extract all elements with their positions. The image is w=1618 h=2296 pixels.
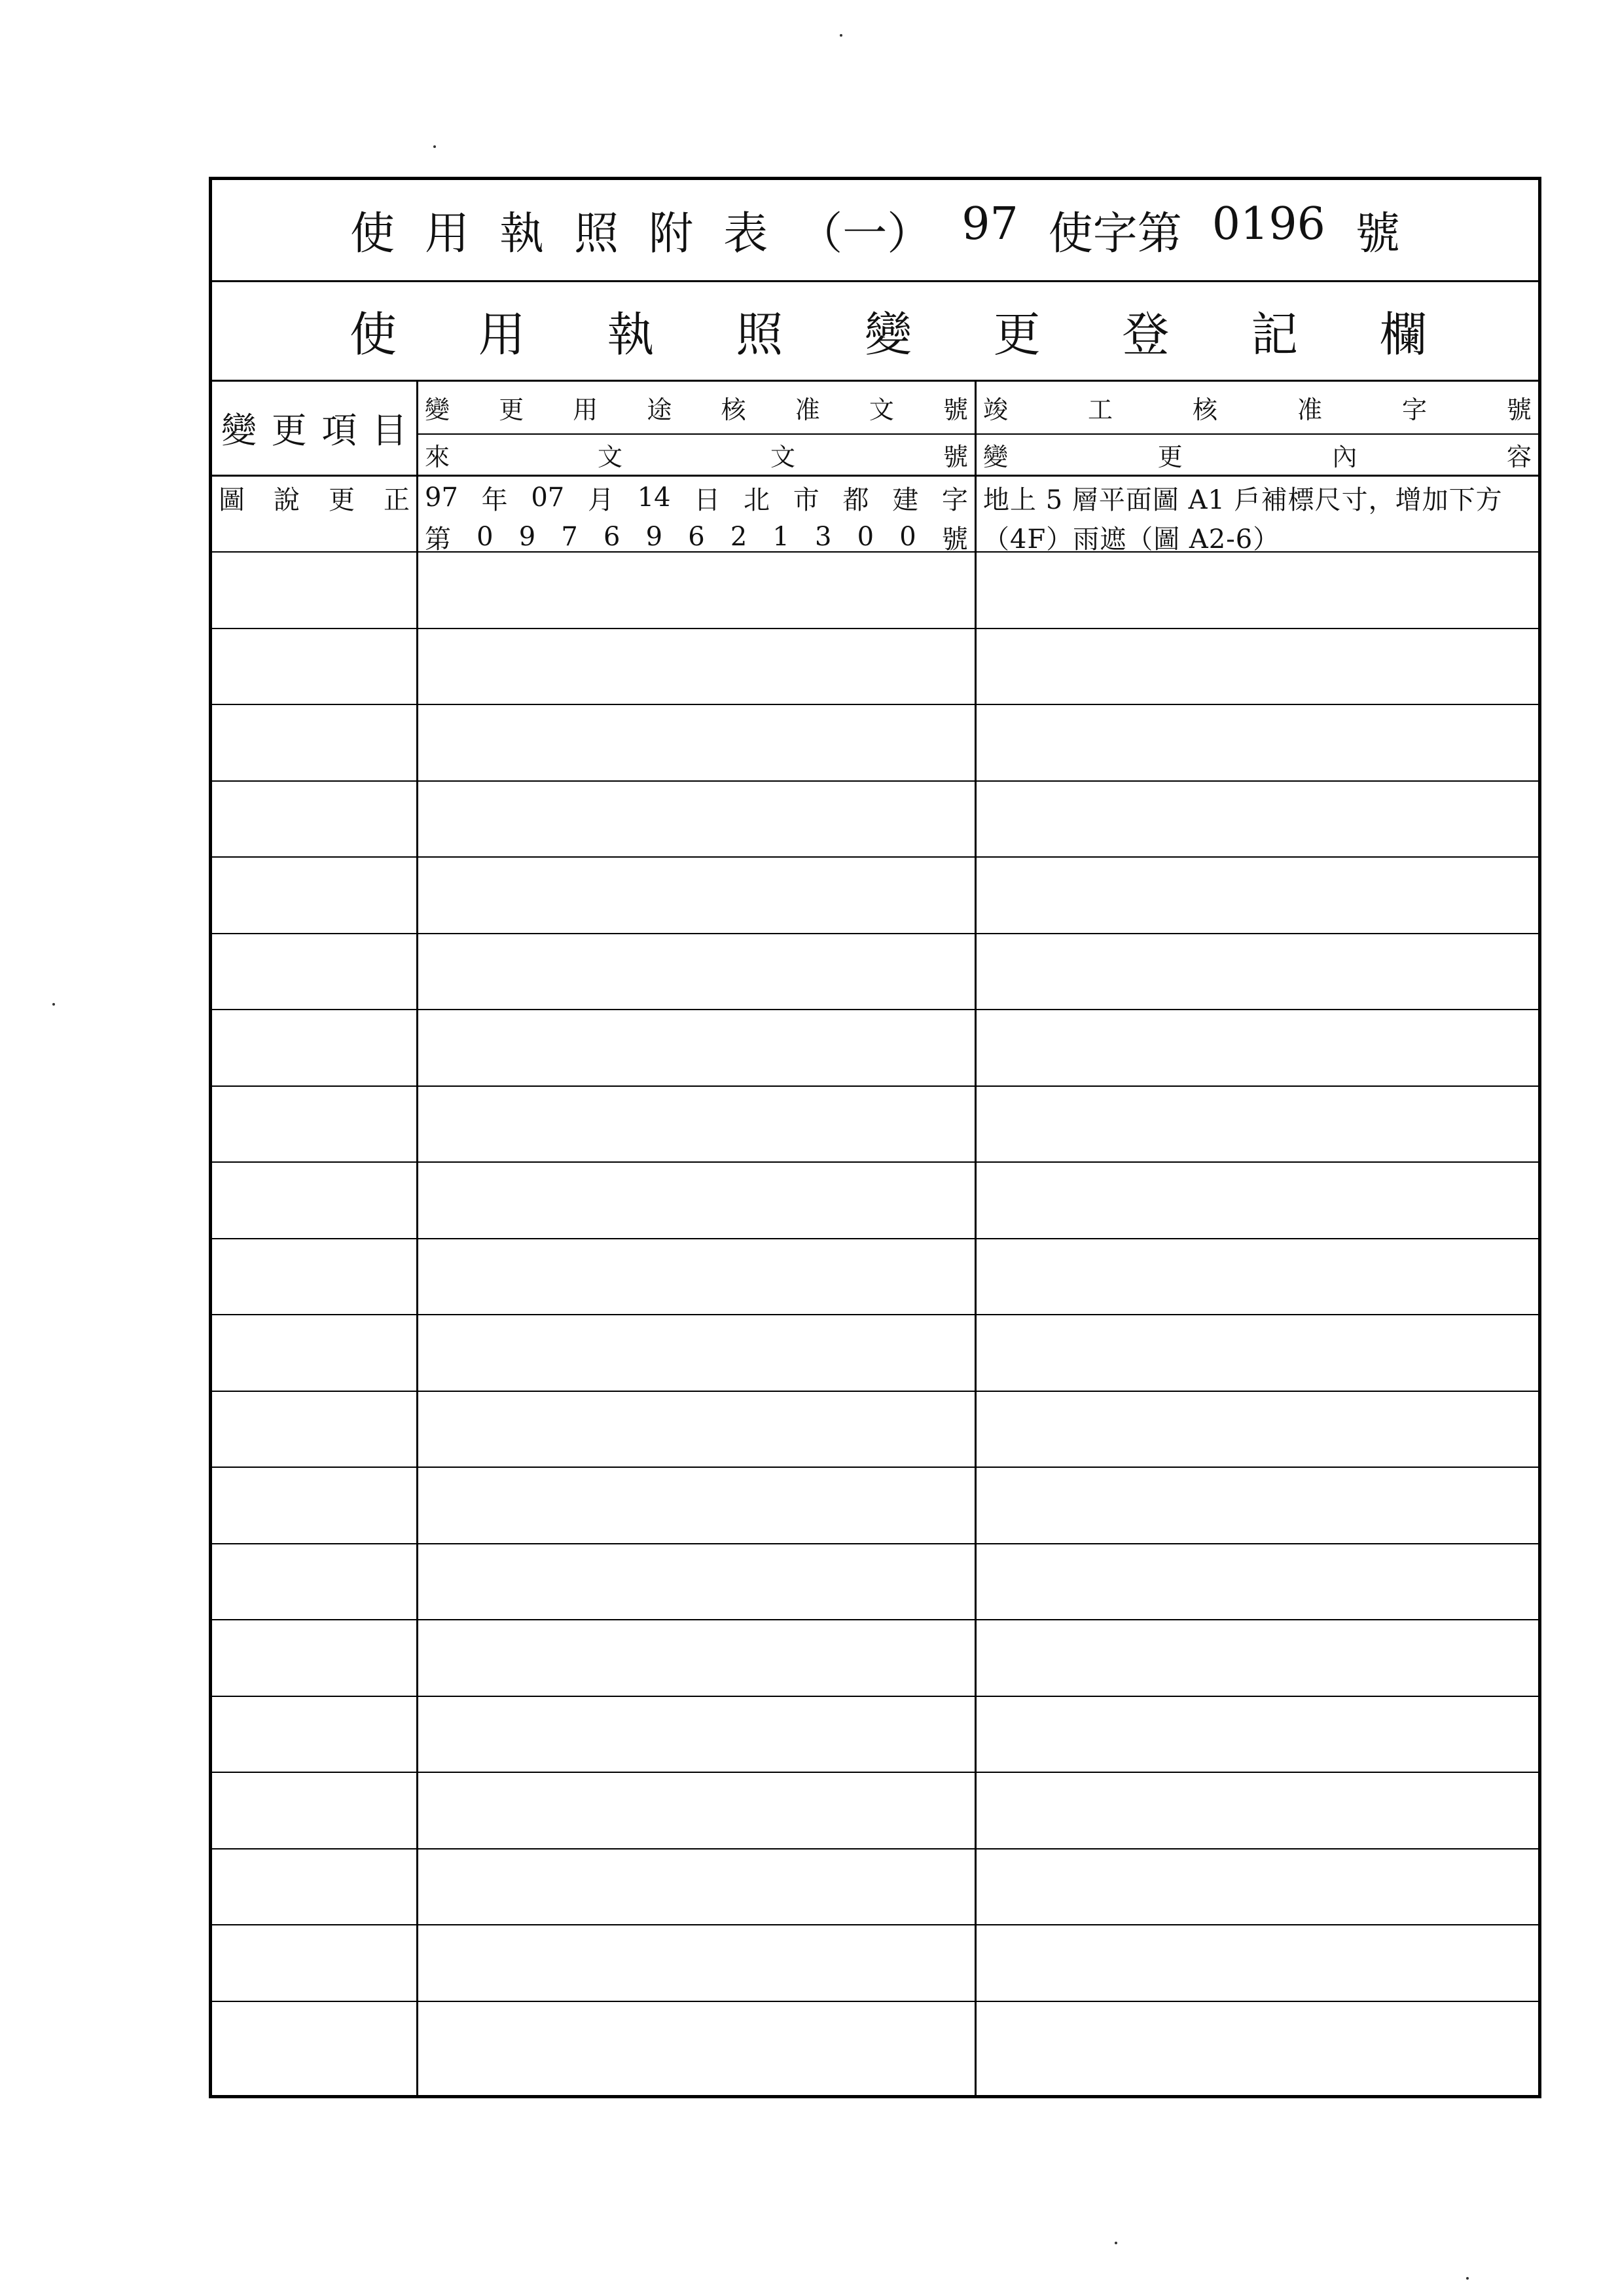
title-char: 使字第	[1048, 208, 1182, 260]
title-char: 用	[425, 208, 470, 260]
header-char: 登	[1122, 307, 1170, 362]
col3-top-char: 號	[1506, 395, 1532, 424]
scan-speck	[1466, 2277, 1469, 2280]
item-char: 更	[329, 484, 355, 515]
content-text: （4F）雨遮（圖 A2-6）	[983, 524, 1280, 555]
col3-top-char: 核	[1192, 395, 1217, 424]
form-title	[212, 180, 1538, 280]
row-divider	[212, 856, 1538, 858]
entry-reference-line-1	[418, 478, 975, 517]
ref-token: 年	[481, 484, 508, 515]
ref-token: 14	[637, 483, 671, 513]
ref-token: 6	[603, 522, 620, 552]
change-registration-table	[209, 177, 1541, 2098]
row-divider	[212, 1085, 1538, 1087]
title-char: 附	[649, 208, 694, 260]
row-divider	[212, 704, 1538, 705]
header-char: 更	[993, 307, 1041, 362]
ref-token: 字	[941, 484, 968, 515]
title-char: 0196	[1212, 198, 1325, 250]
title-char: 表	[723, 208, 768, 260]
header-char: 欄	[1379, 307, 1427, 362]
col2-top-char: 更	[499, 395, 524, 424]
row-divider	[212, 2001, 1538, 2002]
entry-content-line-1	[977, 478, 1538, 517]
col2-top-char: 變	[425, 395, 450, 424]
column-divider-2	[975, 380, 977, 2098]
col3-top-char: 字	[1401, 395, 1427, 424]
col2-bottom-char: 文	[770, 443, 795, 471]
col2-top-char: 號	[943, 395, 968, 424]
row-divider	[212, 1391, 1538, 1392]
row-divider	[212, 1314, 1538, 1315]
col2-top-char: 文	[869, 395, 894, 424]
title-char: 號	[1355, 208, 1400, 260]
col1-char: 目	[371, 410, 407, 451]
col2-top-char: 用	[573, 395, 598, 424]
row-divider	[212, 1161, 1538, 1163]
ref-token: 9	[518, 522, 536, 552]
scan-speck	[840, 34, 842, 37]
row-divider	[212, 1543, 1538, 1544]
entry-change-item	[212, 478, 416, 517]
row-divider	[212, 1467, 1538, 1468]
col2-bottom-char: 號	[943, 443, 968, 471]
row-divider	[212, 1924, 1538, 1925]
title-char: 使	[350, 208, 395, 260]
ref-token: 市	[793, 484, 819, 515]
ref-token: 0	[857, 522, 874, 552]
col2-top-char: 核	[721, 395, 746, 424]
column-divider-1	[416, 380, 418, 2098]
incoming-doc-header	[418, 435, 975, 475]
content-text: 地上 5 層平面圖 A1 戶補標尺寸，增加下方	[983, 484, 1503, 515]
ref-token: 0	[476, 522, 494, 552]
completion-approval-header	[977, 381, 1538, 433]
col2-bottom-char: 來	[425, 443, 450, 471]
header-char: 用	[478, 307, 526, 362]
approval-doc-header	[418, 381, 975, 433]
col2-top-char: 途	[647, 395, 672, 424]
ref-token: 3	[815, 522, 832, 552]
item-char: 圖	[219, 484, 245, 515]
ref-token: 第	[425, 524, 451, 555]
change-item-header	[212, 381, 416, 475]
row-divider	[212, 628, 1538, 629]
header-char: 記	[1251, 307, 1299, 362]
change-content-header	[977, 435, 1538, 475]
ref-token: 號	[941, 524, 968, 555]
row-divider	[212, 1619, 1538, 1620]
ref-token: 1	[772, 522, 789, 552]
col1-char: 更	[271, 410, 307, 451]
header-char: 照	[736, 307, 783, 362]
row-divider	[212, 1848, 1538, 1850]
title-char: 執	[499, 208, 545, 260]
col2-bottom-char: 文	[597, 443, 622, 471]
ref-token: 07	[531, 483, 565, 513]
ref-token: 月	[587, 484, 614, 515]
section-header	[212, 282, 1538, 380]
row-divider	[212, 1772, 1538, 1773]
ref-token: 建	[892, 484, 919, 515]
header-char: 使	[350, 307, 397, 362]
col2-top-char: 准	[795, 395, 820, 424]
ref-token: 9	[645, 522, 663, 552]
col3-top-char: 工	[1087, 395, 1113, 424]
row-divider	[212, 1009, 1538, 1010]
ref-token: 北	[744, 484, 770, 515]
col1-char: 變	[221, 410, 257, 451]
ref-token: 97	[425, 483, 458, 513]
scan-speck	[52, 1003, 55, 1006]
ref-token: 0	[899, 522, 916, 552]
row-divider	[212, 1238, 1538, 1239]
ref-token: 6	[688, 522, 705, 552]
ref-token: 7	[561, 522, 578, 552]
header-char: 執	[607, 307, 655, 362]
col3-bottom-char: 變	[983, 443, 1009, 471]
row-divider	[212, 1696, 1538, 1697]
title-char: （一）	[798, 208, 932, 260]
scan-speck	[433, 145, 436, 148]
ref-token: 都	[842, 484, 869, 515]
col3-bottom-char: 內	[1332, 443, 1357, 471]
col1-char: 項	[321, 410, 357, 451]
col3-top-char: 准	[1297, 395, 1322, 424]
col3-top-char: 竣	[983, 395, 1009, 424]
entry-content-line-2	[977, 517, 1538, 556]
item-char: 說	[274, 484, 300, 515]
header-char: 變	[864, 307, 912, 362]
item-char: 正	[384, 484, 410, 515]
row-divider	[212, 933, 1538, 934]
entries-top-divider	[212, 475, 1538, 477]
title-char: 照	[574, 208, 619, 260]
scan-speck	[1115, 2242, 1117, 2244]
entry-reference-line-2	[418, 517, 975, 556]
ref-token: 日	[694, 484, 721, 515]
title-char: 97	[962, 198, 1018, 250]
ref-token: 2	[730, 522, 747, 552]
col3-bottom-char: 容	[1506, 443, 1532, 471]
col3-bottom-char: 更	[1157, 443, 1183, 471]
row-divider	[212, 780, 1538, 782]
